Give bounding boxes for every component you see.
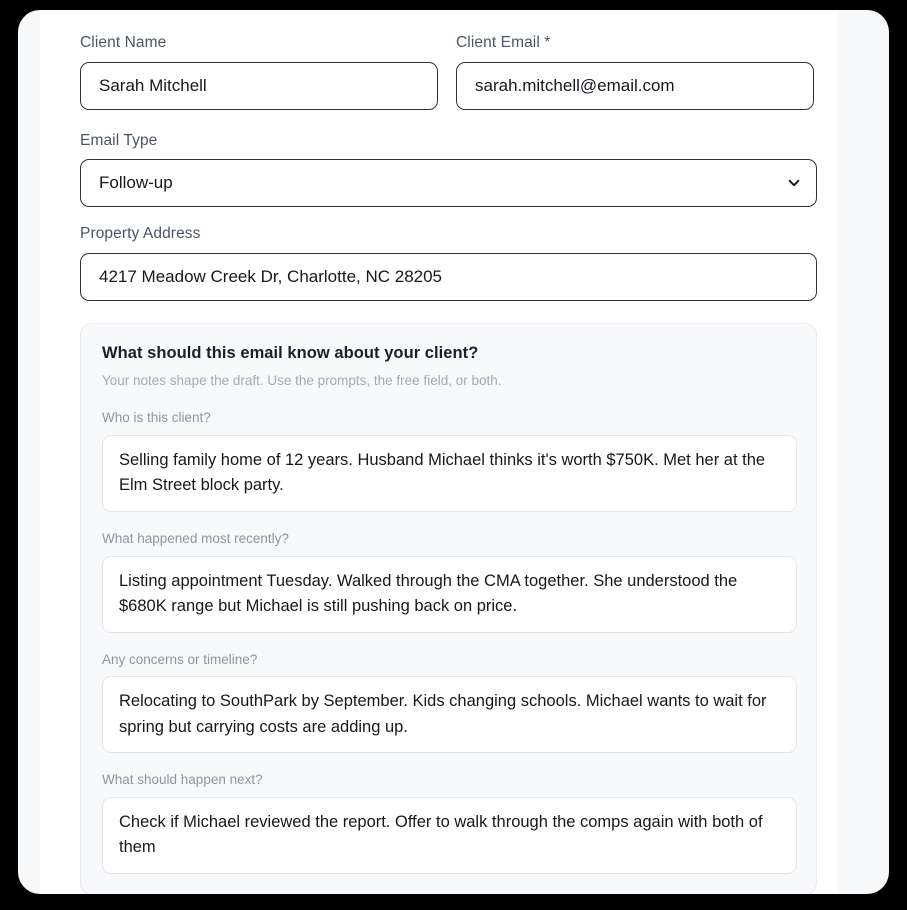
client-name-label: Client Name: [80, 34, 167, 51]
row-spacer-1: [80, 116, 818, 132]
prompt-block-concerns: [102, 651, 796, 754]
prompt-label-who: Who is this client?: [102, 410, 211, 426]
prompt-block-who: [102, 409, 796, 512]
client-email-input[interactable]: sarah.mitchell@email.com: [456, 62, 814, 110]
prompt-textarea-recent[interactable]: Listing appointment Tuesday. Walked through the CMA together. She understood the $680K range but Michael is still pushing back on price.: [102, 556, 797, 633]
email-type-select[interactable]: Follow-up: [80, 159, 817, 207]
prompt-textarea-concerns[interactable]: Relocating to SouthPark by September. Kids changing schools. Michael wants to wait for spring but carrying costs are adding up.: [102, 676, 797, 753]
row-spacer-2: [80, 207, 818, 225]
notes-panel-title: What should this email know about your client?: [102, 343, 479, 362]
client-name-field-group: [80, 34, 438, 110]
property-address-label: Property Address: [80, 225, 201, 243]
prompt-label-concerns: Any concerns or timeline?: [102, 651, 258, 667]
form-content-column: [40, 10, 838, 894]
client-notes-panel: [80, 323, 817, 894]
prompt-block-recent: [102, 530, 796, 633]
name-email-row: [80, 34, 818, 110]
prompt-textarea-who[interactable]: Selling family home of 12 years. Husband Michael thinks it's worth $750K. Met her at the Elm Street block party.: [102, 435, 797, 512]
prompt-label-recent: What happened most recently?: [102, 531, 289, 546]
client-name-input[interactable]: Sarah Mitchell: [80, 62, 438, 110]
notes-panel-subtitle: Your notes shape the draft. Use the prompts, the free field, or both.: [102, 372, 502, 388]
app-window-card: [18, 10, 889, 894]
property-address-field-group: [80, 225, 817, 301]
email-type-label: Email Type: [80, 131, 158, 149]
email-type-field-group: [80, 132, 817, 208]
client-email-field-group: [456, 34, 814, 110]
client-email-label: Client Email *: [456, 34, 551, 51]
prompt-label-next: What should happen next?: [102, 772, 263, 788]
prompt-textarea-next[interactable]: Check if Michael reviewed the report. Offer to walk through the comps again with both of them: [102, 797, 797, 874]
property-address-input[interactable]: 4217 Meadow Creek Dr, Charlotte, NC 28205: [80, 253, 817, 301]
prompt-block-next: [102, 771, 796, 874]
email-type-select-wrap[interactable]: [80, 159, 817, 207]
